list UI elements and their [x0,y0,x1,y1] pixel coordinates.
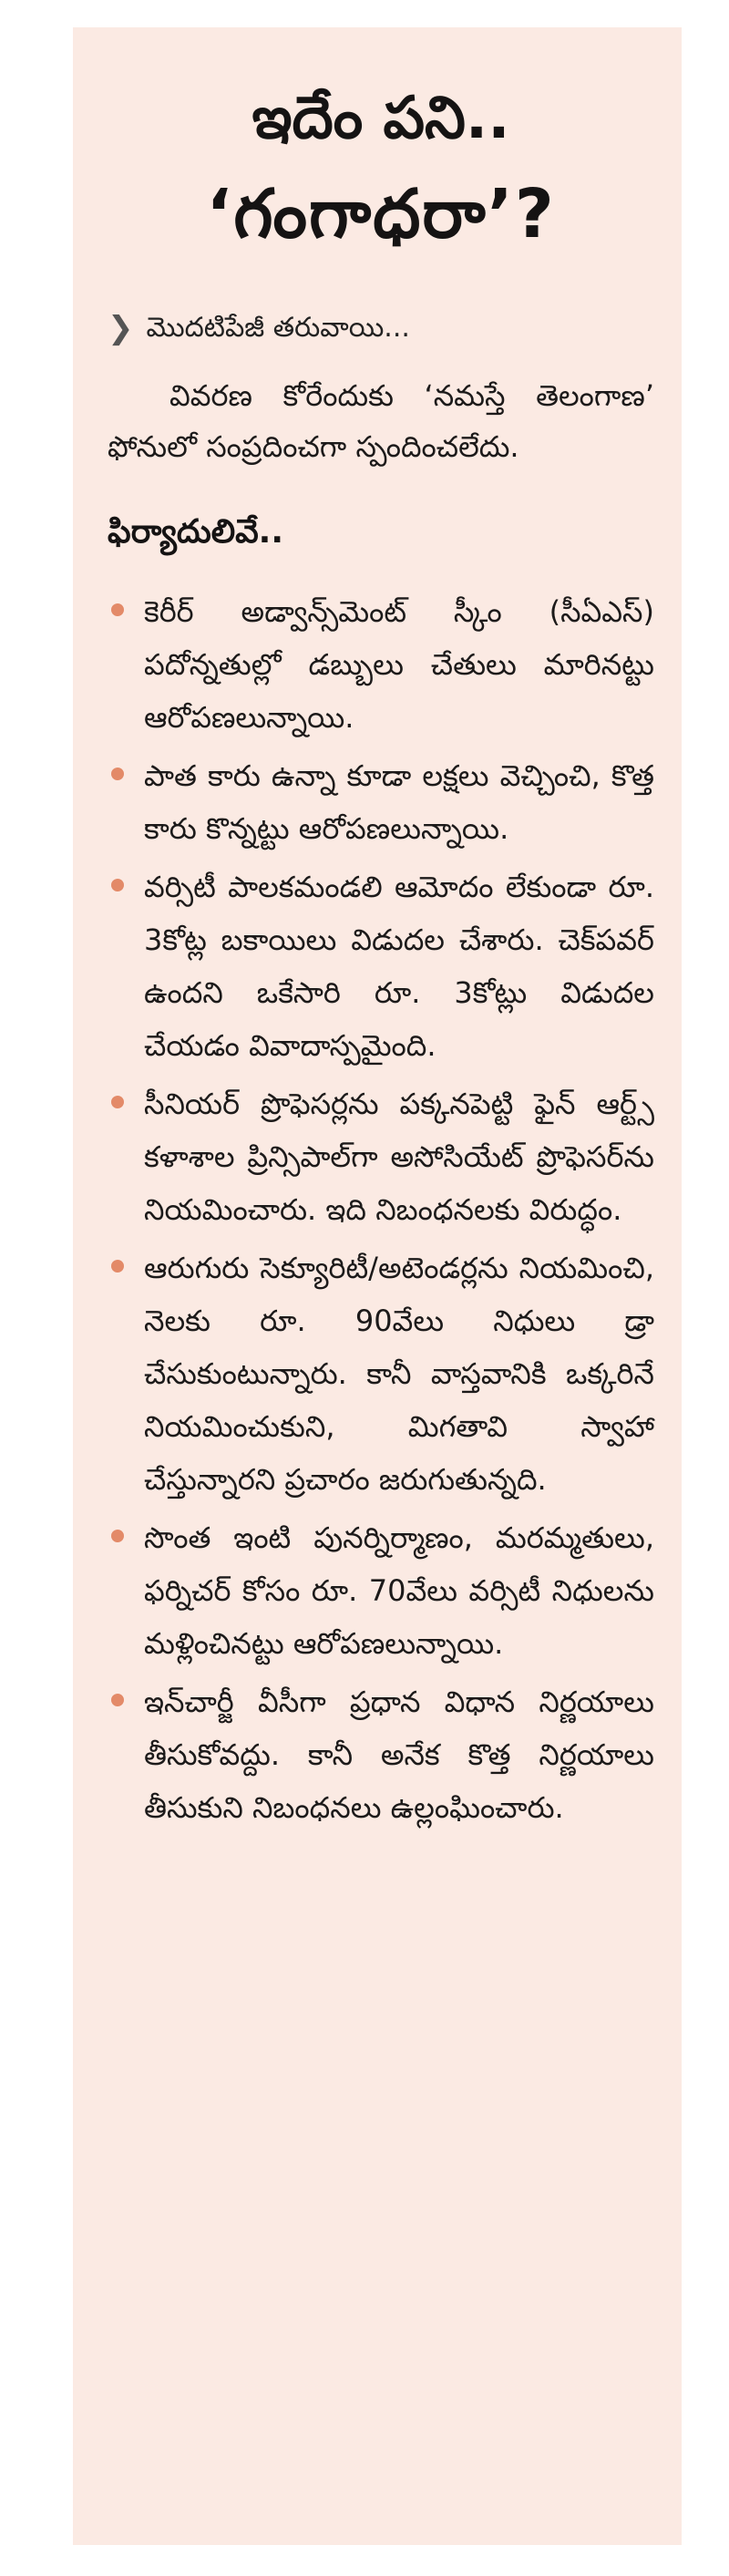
continued-label: మొదటిపేజీ తరువాయి... [146,312,410,344]
bullet-icon [111,1096,124,1108]
bullet-icon [111,1530,124,1542]
headline [108,73,654,264]
list-item-text: వర్సిటీ పాలకమండలి ఆమోదం లేకుండా రూ. 3కోట్ల బకాయిలు విడుదల చేశారు. చెక్‌పవర్ ఉందని ఒకేసారి రూ. 3కోట్లు విడుదల చేయడం వివాదాస్పమైంది. [144,870,654,1063]
headline-line-2: ‘గంగాధరా’? [206,175,556,253]
headline-line-1: ఇదేం పని.. [252,85,510,152]
list-item [108,1511,654,1670]
list-item-text: ఇన్‌చార్జీ వీసీగా ప్రధాన విధాన నిర్ణయాలు తీసుకోవద్దు. కానీ అనేక కొత్త నిర్ణయాలు తీసుకుని నిబంధనలు ఉల్లంఘించారు. [144,1685,654,1825]
list-item-text: కెరీర్ అడ్వాన్స్‌మెంట్ స్కీం (సీఏఎస్) పదోన్నతుల్లో డబ్బులు చేతులు మారినట్టు ఆరోపణలున్నాయి. [144,594,654,735]
list-item [108,585,654,744]
list-item-text: సొంత ఇంటి పునర్నిర్మాణం, మరమ్మతులు, ఫర్నిచర్ కోసం రూ. 70వేలు వర్సిటీ నిధులను మళ్లించినట్టు ఆరోపణలున్నాయి. [144,1520,654,1661]
complaints-list [108,585,654,1834]
list-item [108,1242,654,1506]
bullet-icon [111,768,124,780]
intro-paragraph: వివరణ కోరేందుకు ‘నమస్తే తెలంగాణ’ ఫోనులో సంప్రదించగా స్పందించలేదు. [108,378,654,464]
bullet-icon [111,603,124,616]
bullet-icon [111,879,124,891]
list-item-text: పాత కారు ఉన్నా కూడా లక్షలు వెచ్చించి, కొత్త కారు కొన్నట్టు ఆరోపణలున్నాయి. [144,758,654,846]
list-item-text: ఆరుగురు సెక్యూరిటీ/అటెండర్లను నియమించి, నెలకు రూ. 90వేలు నిధులు డ్రా చేసుకుంటున్నారు. కానీ వాస్తవానికి ఒక్కరినే నియమించుకుని, మిగతావి స్వాహా చేస్తున్నారని ప్రచారం జరుగుతున్నది. [144,1251,654,1497]
list-item [108,1077,654,1236]
article-column [73,27,682,2545]
chevron-right-icon: ❯ [108,310,134,346]
list-item [108,749,654,855]
list-item-text: సీనియర్ ప్రొఫెసర్లను పక్కనపెట్టి ఫైన్ ఆర్ట్స్ కళాశాల ప్రిన్సిపాల్‌గా అసోసియేట్ ప్రొఫెసర్‌ను నియమించారు. ఇది నిబంధనలకు విరుద్ధం. [144,1087,654,1227]
continued-from-front-page [108,310,654,346]
bullet-icon [111,1260,124,1273]
complaints-subhead: ఫిర్యాదులివే.. [108,513,284,551]
bullet-icon [111,1694,124,1706]
list-item [108,1675,654,1834]
list-item [108,860,654,1072]
